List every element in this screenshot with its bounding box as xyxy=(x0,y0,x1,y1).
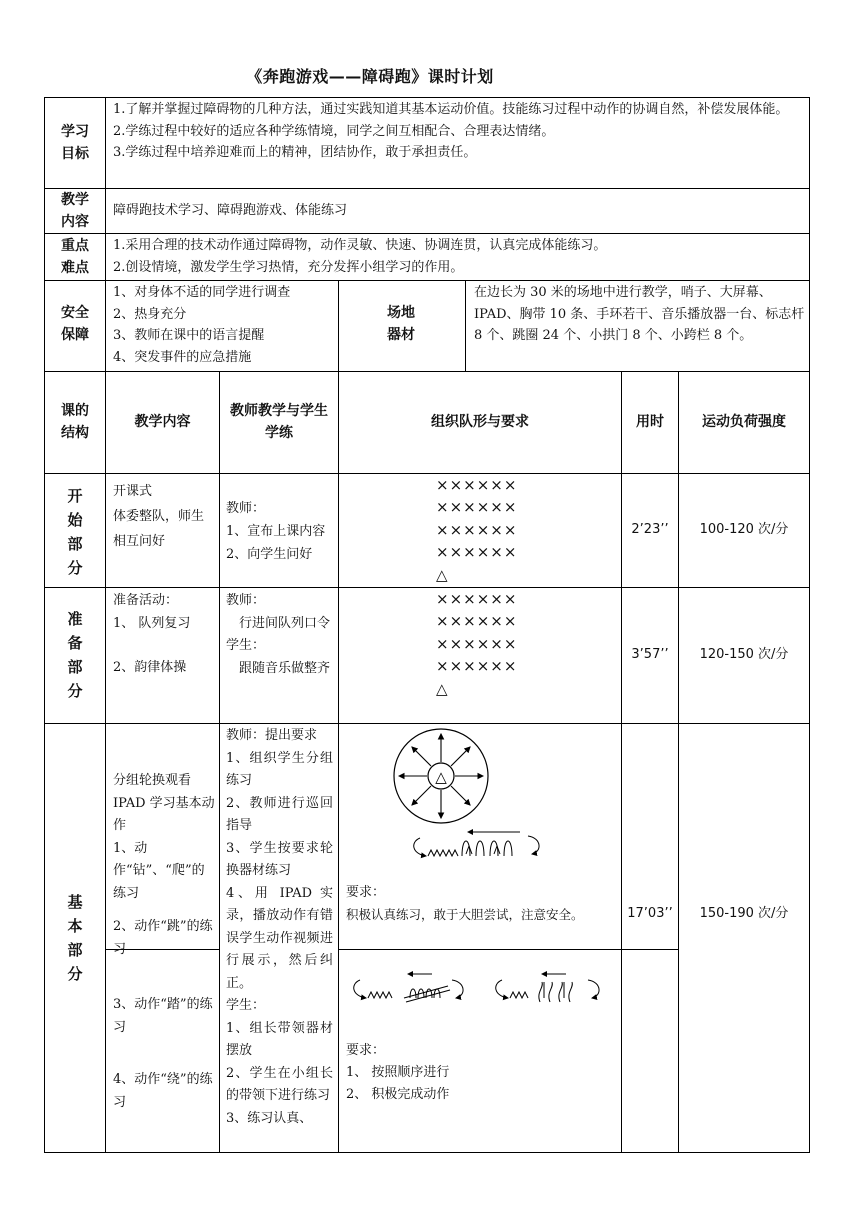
prep-formation xyxy=(436,588,517,700)
basic-teacher-line-4: 3、学生按要求轮换器材练习 xyxy=(226,840,333,878)
prep-load: 120-150 次/分 xyxy=(699,647,789,662)
basic-content-line-3: 2、动作“跳”的练习 xyxy=(113,919,213,957)
key-points-label: 重点难点 xyxy=(61,238,89,276)
basic-req-bottom-item-1: 1、 按照顺序进行 xyxy=(346,1065,450,1080)
start-content-line-1: 开课式 xyxy=(113,484,153,499)
venue-label: 场地器材 xyxy=(387,305,415,343)
formation-row: ×××××× xyxy=(436,520,518,539)
obstacle-course-sketch-2 xyxy=(348,968,488,1008)
obstacle-course-sketch-3 xyxy=(492,968,614,1008)
formation-row: ×××××× xyxy=(436,498,518,517)
start-formation xyxy=(436,474,517,586)
basic-teacher-line-8: 2、学生在小组长的带领下进行练习 xyxy=(226,1065,333,1103)
page-title: 《奔跑游戏——障碍跑》课时计划 xyxy=(246,67,494,86)
prep-content-line-3: 2、韵律体操 xyxy=(113,660,187,675)
start-teacher xyxy=(226,497,334,566)
basic-time: 17’03’’ xyxy=(627,906,673,921)
basic-teacher-line-9: 3、练习认真、 xyxy=(226,1110,313,1126)
header-organization: 组织队形与要求 xyxy=(431,414,529,430)
teacher-position-icon: △ xyxy=(435,768,447,786)
prep-section-name: 准备部分 xyxy=(67,610,83,700)
formation-row: ×××××× xyxy=(436,657,518,676)
start-teacher-line-2: 1、宣布上课内容 xyxy=(226,524,326,539)
basic-req-bottom-item-2: 2、 积极完成动作 xyxy=(346,1087,450,1102)
basic-req-bottom-label: 要求： xyxy=(346,1043,386,1058)
start-load: 100-120 次/分 xyxy=(699,522,789,537)
formation-row: ×××××× xyxy=(436,476,518,494)
teacher-position-icon: △ xyxy=(436,679,449,698)
basic-content-line-1: 分组轮换观看 IPAD 学习基本动作 xyxy=(113,773,215,833)
objective-item-1: 1.了解并掌握过障碍物的几种方法，通过实践知道其基本运动价值。技能练习过程中动作的协调自然，补偿发展体能。 xyxy=(113,102,789,117)
key-point-item-2: 2.创设情境，激发学生学习热情，充分发挥小组学习的作用。 xyxy=(113,259,464,275)
prep-teacher-line-3: 学生： xyxy=(226,638,266,653)
basic-content-line-5: 4、动作“绕”的练习 xyxy=(113,1072,213,1110)
prep-teacher-line-4: 跟随音乐做整齐 xyxy=(239,660,331,676)
start-teacher-line-1: 教师： xyxy=(226,501,266,516)
header-load: 运动负荷强度 xyxy=(702,414,786,430)
header-content: 教学内容 xyxy=(134,414,191,430)
basic-content-line-2: 1、动作“钻”、“爬”的练习 xyxy=(113,840,205,901)
basic-section-name: 基本部分 xyxy=(67,893,83,983)
formation-row: ×××××× xyxy=(436,612,518,631)
basic-content-top xyxy=(113,770,215,961)
safety-item-3: 3、教师在课中的语言提醒 xyxy=(113,328,265,343)
formation-row: ×××××× xyxy=(436,634,518,653)
safety-text xyxy=(113,282,335,368)
prep-content-line-1: 准备活动： xyxy=(113,593,179,608)
basic-teacher-line-3: 2、教师进行巡回指导 xyxy=(226,795,333,833)
basic-req-top xyxy=(346,882,618,926)
safety-item-1: 1、对身体不适的同学进行调查 xyxy=(113,285,291,300)
content-text: 障碍跑技术学习、障碍跑游戏、体能练习 xyxy=(113,203,348,218)
basic-teacher-line-2: 1、组织学生分组练习 xyxy=(226,750,333,788)
objective-item-2: 2.学练过程中较好的适应各种学练情境，同学之间互相配合、合理表达情绪。 xyxy=(113,123,555,139)
key-points-text xyxy=(113,235,805,278)
obstacle-course-sketch-1 xyxy=(410,826,560,866)
formation-row: ×××××× xyxy=(436,590,518,608)
prep-content xyxy=(113,590,215,680)
basic-teacher-line-5: 4、用 IPAD 实录，播放动作有错误学生动作视频进行展示，然后纠正。 xyxy=(226,885,333,991)
basic-req-top-label: 要求： xyxy=(346,885,386,900)
start-time: 2’23’’ xyxy=(631,522,669,537)
prep-teacher xyxy=(226,590,332,680)
safety-item-4: 4、突发事件的应急措施 xyxy=(113,349,252,365)
teacher-position-icon: △ xyxy=(436,565,449,584)
key-point-item-1: 1.采用合理的技术动作通过障碍物，动作灵敏、快速、协调连贯，认真完成体能练习。 xyxy=(113,238,607,253)
basic-content-bottom xyxy=(113,994,215,1114)
objective-item-3: 3.学练过程中培养迎难而上的精神，团结协作，敢于承担责任。 xyxy=(113,145,477,160)
header-teacher: 教师教学与学生学练 xyxy=(230,403,328,441)
basic-req-top-text: 积极认真练习，敢于大胆尝试，注意安全。 xyxy=(346,907,584,922)
basic-teacher-line-1: 教师：提出要求 xyxy=(226,728,318,743)
safety-item-2: 2、热身充分 xyxy=(113,306,187,322)
basic-req-bottom xyxy=(346,1040,618,1106)
objectives-label: 学习目标 xyxy=(61,124,89,162)
start-content-line-2: 体委整队，师生相互问好 xyxy=(113,509,205,549)
basic-content-line-4: 3、动作“踏”的练习 xyxy=(113,997,213,1035)
start-teacher-line-3: 2、向学生问好 xyxy=(226,547,313,562)
header-structure: 课的结构 xyxy=(61,403,89,441)
basic-teacher-line-6: 学生： xyxy=(226,998,266,1013)
basic-load: 150-190 次/分 xyxy=(699,906,789,921)
formation-row: ×××××× xyxy=(436,543,518,562)
prep-content-line-2: 1、 队列复习 xyxy=(113,615,191,631)
prep-teacher-line-2: 行进间队列口令 xyxy=(239,615,331,631)
venue-text: 在边长为 30 米的场地中进行教学，哨子、大屏幕、IPAD、胸带 10 条、手环若干、音乐播放器一台、标志杆 8 个、跳圈 24 个、小拱门 8 个、小跨栏 8 个。 xyxy=(474,285,805,343)
basic-teacher-line-7: 1、组长带领器材摆放 xyxy=(226,1020,333,1058)
start-content xyxy=(113,479,215,554)
basic-teacher xyxy=(226,725,333,1130)
safety-label: 安全保障 xyxy=(61,305,89,343)
start-section-name: 开始部分 xyxy=(67,487,83,577)
content-label: 教学内容 xyxy=(61,192,89,230)
prep-time: 3’57’’ xyxy=(631,647,669,662)
station-rotation-diagram xyxy=(390,725,492,827)
prep-teacher-line-1: 教师： xyxy=(226,593,266,608)
header-time: 用时 xyxy=(636,414,664,430)
objectives-text xyxy=(113,99,805,164)
